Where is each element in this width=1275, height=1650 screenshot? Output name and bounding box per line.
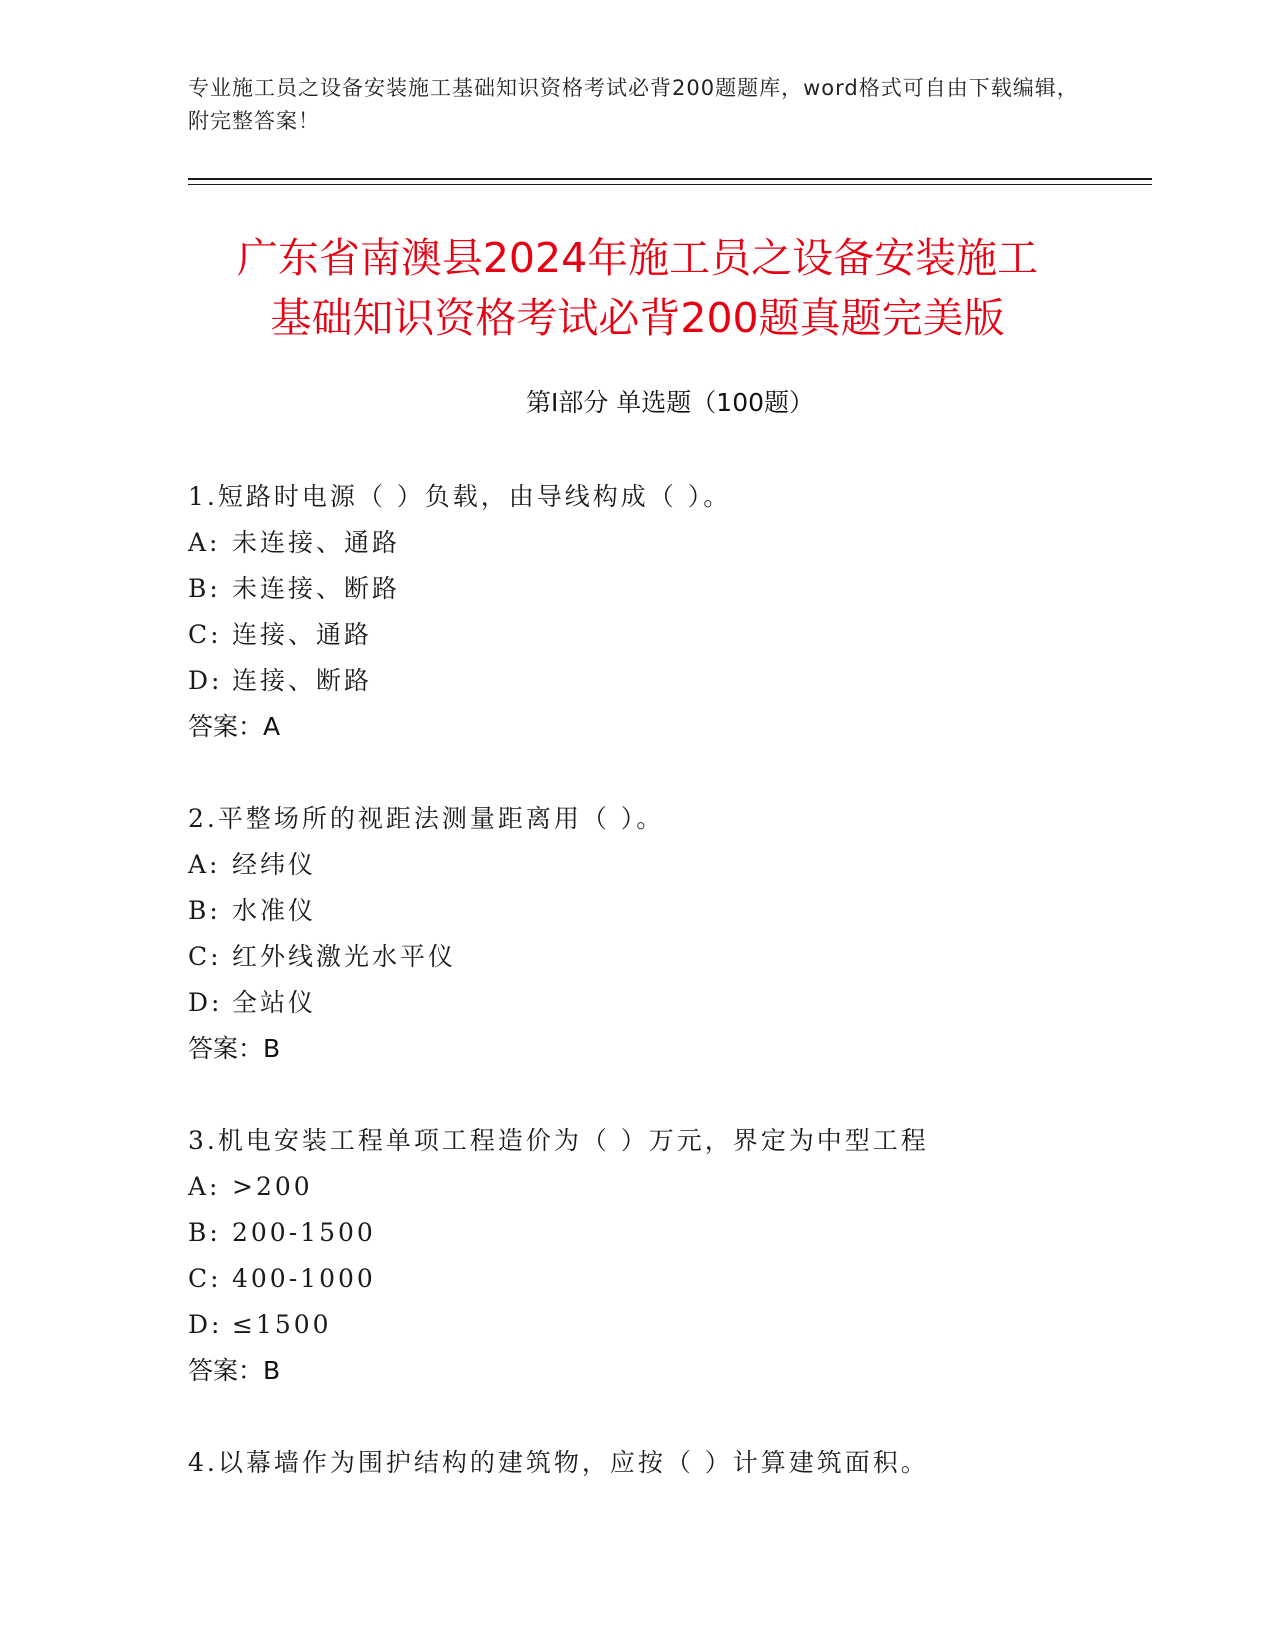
option-key: A: — [188, 850, 221, 879]
question-stem: 4.以幕墙作为围护结构的建筑物，应按（ ）计算建筑面积。 — [188, 1448, 929, 1477]
answer: 答案：B — [188, 1034, 281, 1063]
document-title-line-1: 广东省南澳县2024年施工员之设备安装施工 — [236, 234, 1039, 282]
option-key: C: — [188, 620, 222, 649]
option-text: >200 — [232, 1172, 313, 1201]
option-d — [188, 1302, 1152, 1348]
question-2 — [188, 796, 1152, 1072]
option-a — [188, 842, 1152, 888]
option-b — [188, 888, 1152, 934]
option-text: 水准仪 — [232, 896, 317, 925]
question-3 — [188, 1118, 1152, 1394]
option-a — [188, 1164, 1152, 1210]
option-text: 400-1000 — [232, 1264, 376, 1293]
section-title: 第Ⅰ部分 单选题（100题） — [525, 388, 815, 417]
header-note: 专业施工员之设备安装施工基础知识资格考试必背200题题库，word格式可自由下载编辑，附完整答案！ — [188, 76, 1079, 133]
question-stem: 1.短路时电源（ ）负载，由导线构成（ ）。 — [188, 482, 732, 511]
option-key: C: — [188, 1264, 222, 1293]
option-b — [188, 566, 1152, 612]
option-text: 经纬仪 — [232, 850, 317, 879]
document-title — [120, 228, 1155, 348]
option-c — [188, 612, 1152, 658]
answer: 答案：A — [188, 712, 281, 741]
question-stem: 2.平整场所的视距法测量距离用（ ）。 — [188, 804, 665, 833]
option-c — [188, 1256, 1152, 1302]
header-divider-thin — [188, 184, 1152, 185]
answer: 答案：B — [188, 1356, 281, 1385]
question-list — [188, 474, 1152, 1532]
question-4 — [188, 1440, 1152, 1486]
option-text: 连接、断路 — [232, 666, 373, 695]
option-key: D: — [188, 988, 223, 1017]
option-c — [188, 934, 1152, 980]
option-d — [188, 980, 1152, 1026]
option-text: 连接、通路 — [232, 620, 373, 649]
option-text: 200-1500 — [232, 1218, 376, 1247]
question-1 — [188, 474, 1152, 750]
option-key: C: — [188, 942, 222, 971]
option-text: ≤1500 — [232, 1310, 332, 1339]
option-text: 未连接、通路 — [232, 528, 401, 557]
option-d — [188, 658, 1152, 704]
option-key: D: — [188, 666, 223, 695]
document-title-line-2: 基础知识资格考试必背200题真题完美版 — [270, 294, 1005, 342]
option-text: 未连接、断路 — [232, 574, 401, 603]
option-a — [188, 520, 1152, 566]
option-key: A: — [188, 528, 221, 557]
option-key: B: — [188, 1218, 221, 1247]
option-text: 全站仪 — [232, 988, 317, 1017]
option-key: B: — [188, 574, 221, 603]
header-divider-thick — [188, 178, 1152, 180]
option-key: D: — [188, 1310, 223, 1339]
question-stem: 3.机电安装工程单项工程造价为（ ）万元，界定为中型工程 — [188, 1126, 929, 1155]
option-text: 红外线激光水平仪 — [232, 942, 457, 971]
option-b — [188, 1210, 1152, 1256]
option-key: B: — [188, 896, 221, 925]
option-key: A: — [188, 1172, 221, 1201]
